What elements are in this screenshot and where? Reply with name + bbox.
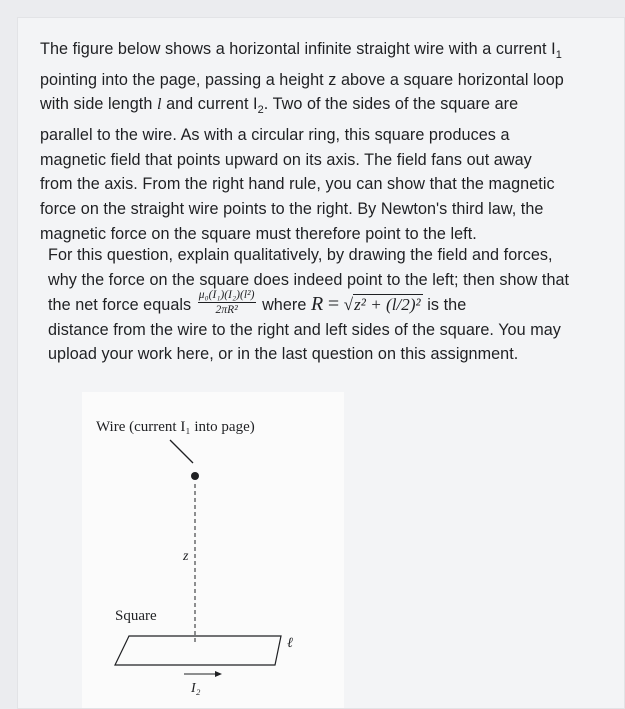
text-line: the net force equals $\frac{\text{μ₀(I₁)(I₂)(l²)}}{\text{2πR²}}$ where R = √z² + (l/2)² is the	[48, 289, 467, 317]
wire-dot	[191, 472, 199, 480]
text-line: The figure below shows a horizontal infinite straight wire with a current $I_1$	[40, 40, 562, 62]
formula-R: R	[310, 293, 324, 316]
text-line: distance from the wire to the right and left sides of the square. You may	[48, 320, 561, 339]
figure-diagram	[82, 392, 344, 708]
text-line: with side length l and current $I_2$. Two of the sides of the square are	[40, 95, 519, 117]
current-i2-label: I₂	[191, 681, 201, 696]
question-paragraph-2	[48, 243, 613, 367]
wire-pointer-line	[170, 440, 193, 463]
question-paragraph-1	[40, 37, 610, 246]
sqrt-expression: √z² + (l/2)²	[343, 295, 421, 315]
force-formula: $\frac{\text{μ₀(I₁)(I₂)(l²)}}{\text{2πR²}}$	[198, 289, 255, 317]
figure-panel	[82, 392, 344, 708]
text-line: upload your work here, or in the last question on this assignment.	[48, 345, 519, 364]
square-loop	[115, 636, 281, 665]
side-length-label: ℓ	[287, 636, 293, 651]
text-line: from the axis. From the right hand rule, you can show that the magnetic	[40, 175, 555, 194]
text-line: parallel to the wire. As with a circular ring, this square produces a	[40, 126, 510, 145]
text-line: why the force on the square does indeed point to the left; then show that	[48, 270, 570, 289]
side-length-symbol: l	[156, 95, 162, 114]
text-line: magnetic field that points upward on its axis. The field fans out away	[40, 150, 532, 169]
height-z-label: z	[183, 549, 189, 564]
text-line: pointing into the page, passing a height z above a square horizontal loop	[40, 70, 564, 89]
text-line: magnetic force on the square must therefore point to the left.	[40, 224, 477, 243]
current-arrowhead	[215, 671, 222, 677]
question-card	[17, 17, 625, 709]
wire-label: Wire (current I₁ into page)	[96, 419, 255, 435]
square-label: Square	[115, 608, 157, 624]
text-line: For this question, explain qualitatively, by drawing the field and forces,	[48, 246, 553, 264]
text-line: force on the straight wire points to the right. By Newton's third law, the	[40, 200, 544, 219]
